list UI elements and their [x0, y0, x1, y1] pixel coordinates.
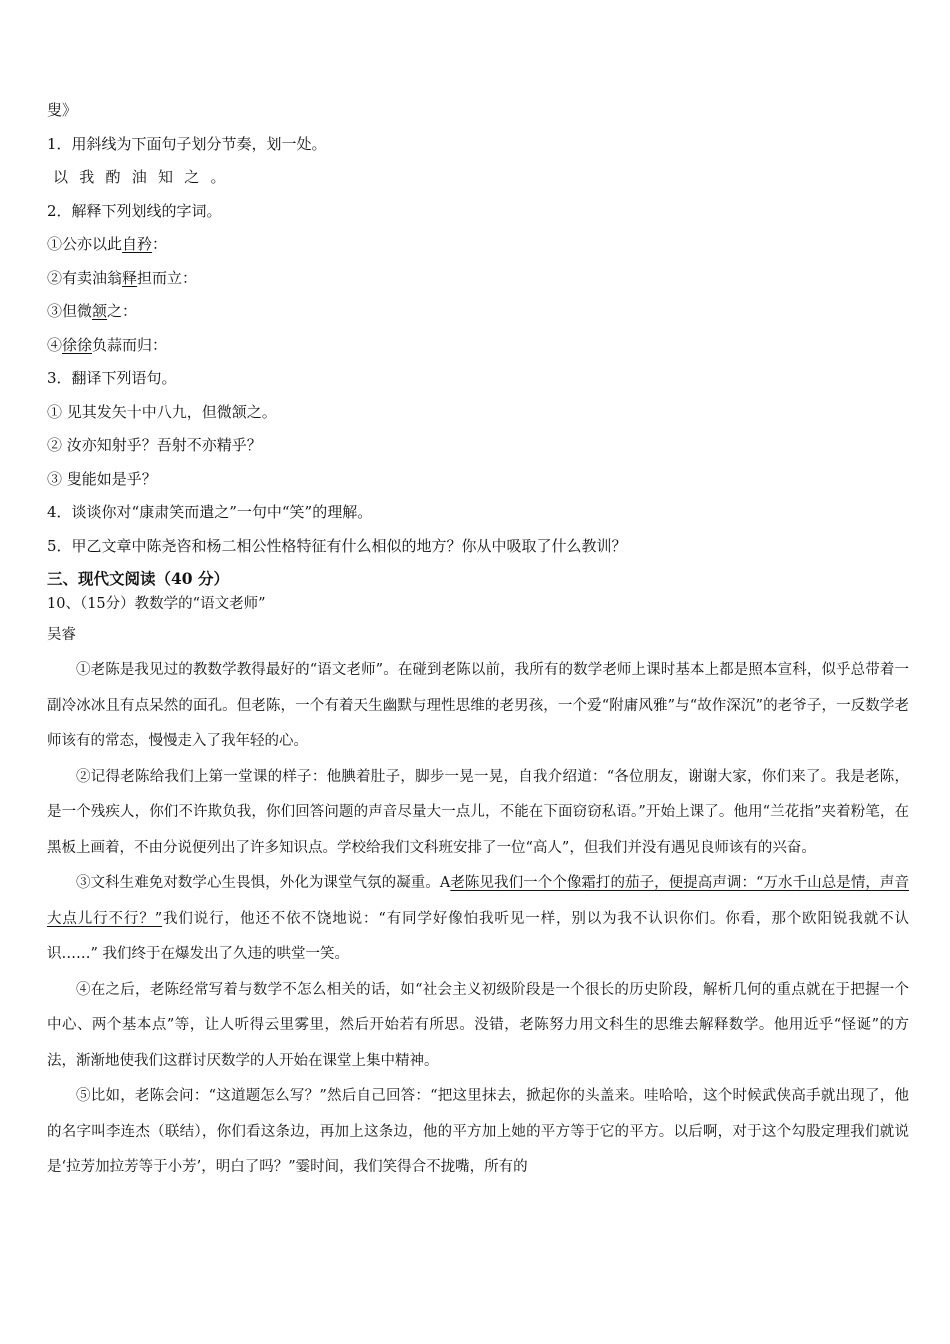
- question-2-item-1: ①公亦以此自矜：: [47, 235, 168, 253]
- question-3-item-1: ① 见其发矢十中八九，但微颔之。: [47, 402, 277, 421]
- question-2-item-3: ③但微颔之：: [47, 302, 138, 320]
- sentence-text: 以我酌油知之。: [53, 168, 237, 186]
- question-10-title: 10、（15分）教数学的“语文老师”: [47, 596, 266, 612]
- paragraph-2: ②记得老陈给我们上第一堂课的样子：他腆着肚子，脚步一晃一晃，自我介绍道：“各位朋友，谢谢大家，你们来了。我是老陈，是一个残疾人，你们不许欺负我，你们回答问题的声音尽量大一点儿，不能在下面窃窃私语。”开始上课了。他用“兰花指”夹着粉笔，在黑板上画着，不由分说便列出了许多知识点。学校给我们文科班安排了一位“高人”，但我们并没有遇见良师该有的兴奋。: [47, 768, 909, 856]
- question-1-sentence: [47, 161, 909, 195]
- question-1: 1．用斜线为下面句子划分节奏，划一处。: [47, 134, 327, 153]
- question-4: 4．谈谈你对“康肃笑而遣之”一句中“笑”的理解。: [47, 503, 373, 521]
- underlined-word: 颔: [92, 302, 108, 320]
- paragraph-4: ④在之后，老陈经常写着与数学不怎么相关的话，如“社会主义初级阶段是一个很长的历史阶段，解析几何的重点就在于把握一个中心、两个基本点”等，让人听得云里雾里，然后开始若有所思。没错，老陈努力用文科生的思维去解释数学。他用近乎“怪诞”的方法，渐渐地使我们这群讨厌数学的人开始在课堂上集中精神。: [47, 981, 909, 1069]
- underlined-sentence-a: 老陈见我们一个个像霜打的茄子，便提高声调：“万水千山总是情，声音大点儿行不行？”: [47, 875, 909, 927]
- paragraph-5: ⑤比如，老陈会问：“这道题怎么写？”然后自己回答：“把这里抹去，掀起你的头盖来。哇哈哈，这个时候武侠高手就出现了，他的名字叫李连杰（联结），你们看这条边，再加上这条边，他的平方加上她的平方等于它的平方。以后啊，对于这个勾股定理我们就说是‘拉芳加拉芳等于小芳’，明白了吗？”霎时间，我们笑得合不拢嘴，所有的: [47, 1088, 909, 1175]
- question-3-item-2: ② 汝亦知射乎？吾射不亦精乎？: [47, 436, 262, 454]
- question-3: 3．翻译下列语句。: [47, 369, 177, 387]
- question-2-item-4: ④徐徐负蒜而归：: [47, 335, 168, 354]
- question-2-item-2: ②有卖油翁释担而立：: [47, 268, 198, 287]
- paragraph-3: ③文科生难免对数学心生畏惧，外化为课堂气氛的凝重。A老陈见我们一个个像霜打的茄子，便提高声调：“万水千山总是情，声音大点儿行不行？”我们说行，他还不依不饶地说：“有同学好像怕我听见一样，别以为我不认识你们。你看，那个欧阳锐我就不认识……” 我们终于在爆发出了久违的哄堂一笑。: [47, 875, 909, 962]
- underlined-word: 释: [122, 268, 138, 287]
- document-page: [47, 94, 909, 1186]
- underlined-word: 自矜: [122, 235, 153, 253]
- underlined-word: 徐徐: [62, 335, 93, 354]
- question-2: 2．解释下列划线的字词。: [47, 201, 222, 220]
- section-heading: 三、现代文阅读（40 分）: [47, 569, 229, 588]
- question-5: 5．甲乙文章中陈尧咨和杨二相公性格特征有什么相似的地方？你从中吸取了什么教训？: [47, 536, 627, 555]
- paragraph-1: ①老陈是我见过的教数学教得最好的“语文老师”。在碰到老陈以前，我所有的数学老师上课时基本上都是照本宣科，似乎总带着一副冷冰冰且有点呆然的面孔。但老陈，一个有着天生幽默与理性思维的老男孩，一个爱“附庸风雅”与“故作深沉”的老爷子，一反数学老师该有的常态，慢慢走入了我年轻的心。: [47, 662, 909, 749]
- author: 吴睿: [47, 627, 76, 643]
- passage-tail: 叟》: [47, 101, 78, 119]
- question-3-item-3: ③ 叟能如是乎？: [47, 469, 157, 488]
